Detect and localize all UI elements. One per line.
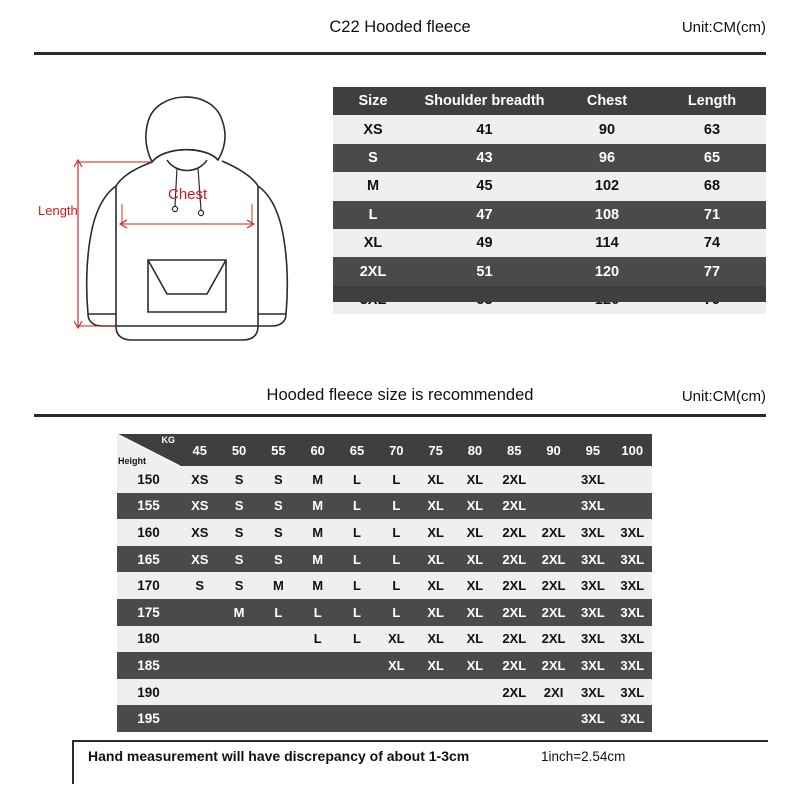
- rec-cell: XL: [416, 546, 455, 573]
- table-row: [117, 493, 652, 520]
- cell-length: 71: [658, 201, 766, 229]
- weight-header: 95: [573, 434, 612, 466]
- rec-cell: XL: [416, 493, 455, 520]
- height-label: 185: [117, 652, 180, 679]
- rec-cell: 2XI: [534, 679, 573, 706]
- cell-shoulder: 43: [413, 144, 556, 172]
- rec-cell: L: [337, 493, 376, 520]
- weight-header: 80: [455, 434, 494, 466]
- rec-cell: M: [219, 599, 258, 626]
- rec-cell: 3XL: [573, 705, 612, 732]
- rec-cell: [180, 599, 219, 626]
- cell-length: 68: [658, 172, 766, 200]
- rec-cell: M: [298, 546, 337, 573]
- cell-chest: 120: [556, 257, 658, 285]
- rec-cell: M: [298, 572, 337, 599]
- weight-header: 85: [495, 434, 534, 466]
- inch-conversion-note: 1inch=2.54cm: [541, 749, 626, 764]
- length-measure-label: Length: [38, 203, 78, 218]
- rec-cell: 3XL: [613, 572, 652, 599]
- rec-cell: [377, 705, 416, 732]
- rec-cell: 3XL: [613, 626, 652, 653]
- rec-cell: [455, 679, 494, 706]
- rec-cell: S: [219, 546, 258, 573]
- cell-length: 74: [658, 229, 766, 257]
- rec-cell: XL: [416, 626, 455, 653]
- rec-cell: 2XL: [534, 572, 573, 599]
- cell-size: L: [333, 201, 413, 229]
- rec-cell: [298, 705, 337, 732]
- cell-size: 2XL: [333, 257, 413, 285]
- rec-cell: [259, 652, 298, 679]
- rec-cell: 3XL: [573, 546, 612, 573]
- rec-cell: 3XL: [573, 652, 612, 679]
- rec-cell: L: [377, 572, 416, 599]
- rec-cell: 2XL: [495, 572, 534, 599]
- rec-cell: 2XL: [534, 546, 573, 573]
- rec-cell: S: [219, 493, 258, 520]
- rec-cell: L: [377, 466, 416, 493]
- rec-cell: S: [259, 546, 298, 573]
- cell-size: XL: [333, 229, 413, 257]
- page-title: C22 Hooded fleece: [329, 18, 471, 36]
- rec-cell: XL: [416, 466, 455, 493]
- rec-cell: M: [298, 493, 337, 520]
- rec-cell: XL: [377, 626, 416, 653]
- size-table-header-row: [333, 87, 766, 115]
- rec-cell: L: [259, 599, 298, 626]
- rec-cell: XL: [416, 652, 455, 679]
- rec-cell: 2XL: [495, 599, 534, 626]
- rec-cell: XS: [180, 519, 219, 546]
- weight-header: 65: [337, 434, 376, 466]
- rec-cell: 3XL: [573, 599, 612, 626]
- table-row: [117, 679, 652, 706]
- cell-shoulder: 51: [413, 257, 556, 285]
- cell-shoulder: 49: [413, 229, 556, 257]
- rec-cell: [495, 705, 534, 732]
- table-row: [333, 229, 766, 257]
- height-label: 165: [117, 546, 180, 573]
- rec-cell: 3XL: [613, 546, 652, 573]
- column-header-length: Length: [658, 87, 766, 115]
- column-header-shoulder: Shoulder breadth: [413, 87, 556, 115]
- rec-cell: S: [180, 572, 219, 599]
- rec-cell: L: [377, 493, 416, 520]
- table-row: [117, 599, 652, 626]
- table-row: [117, 546, 652, 573]
- hoodie-illustration: [36, 64, 326, 344]
- rec-cell: 2XL: [534, 599, 573, 626]
- unit-label-top: Unit:CM(cm): [681, 19, 766, 36]
- height-label: 155: [117, 493, 180, 520]
- rec-cell: XL: [455, 519, 494, 546]
- cell-shoulder: 47: [413, 201, 556, 229]
- rec-cell: L: [337, 519, 376, 546]
- hoodie-diagram: [36, 64, 326, 344]
- rec-cell: 3XL: [573, 466, 612, 493]
- rec-cell: L: [337, 599, 376, 626]
- rec-cell: [259, 626, 298, 653]
- rec-cell: [416, 679, 455, 706]
- rec-cell: XL: [455, 572, 494, 599]
- rec-cell: [416, 705, 455, 732]
- weight-header: 90: [534, 434, 573, 466]
- height-label: 190: [117, 679, 180, 706]
- rec-cell: [534, 466, 573, 493]
- table-row: [117, 652, 652, 679]
- measurement-disclaimer: Hand measurement will have discrepancy of about 1-3cm: [88, 748, 470, 764]
- weight-header: 100: [613, 434, 652, 466]
- size-recommendation-grid: [117, 434, 652, 732]
- rec-cell: [337, 679, 376, 706]
- cell-size: XS: [333, 115, 413, 143]
- column-header-chest: Chest: [556, 87, 658, 115]
- rec-cell: 2XL: [534, 626, 573, 653]
- cell-length: 65: [658, 144, 766, 172]
- table-row: [117, 466, 652, 493]
- cell-chest: 108: [556, 201, 658, 229]
- cell-length: 77: [658, 257, 766, 285]
- axis-label-height: Height: [118, 456, 146, 466]
- rec-cell: 2XL: [495, 679, 534, 706]
- rec-cell: 3XL: [613, 652, 652, 679]
- rec-cell: [337, 705, 376, 732]
- rec-cell: M: [259, 572, 298, 599]
- rec-cell: XL: [455, 652, 494, 679]
- rec-cell: 2XL: [534, 519, 573, 546]
- table-row: [333, 257, 766, 285]
- rec-cell: S: [219, 519, 258, 546]
- cell-chest: 90: [556, 115, 658, 143]
- rec-cell: XL: [416, 599, 455, 626]
- rec-cell: XS: [180, 493, 219, 520]
- weight-header: 55: [259, 434, 298, 466]
- rec-cell: [219, 705, 258, 732]
- weight-header: 50: [219, 434, 258, 466]
- rec-cell: 3XL: [573, 493, 612, 520]
- table-row: [117, 626, 652, 653]
- weight-header: 75: [416, 434, 455, 466]
- rec-cell: L: [377, 546, 416, 573]
- rec-cell: [377, 679, 416, 706]
- rec-cell: S: [219, 572, 258, 599]
- rec-cell: 3XL: [613, 679, 652, 706]
- divider-mid: [34, 414, 766, 417]
- rec-cell: 3XL: [573, 626, 612, 653]
- rec-cell: S: [219, 466, 258, 493]
- rec-cell: [455, 705, 494, 732]
- rec-cell: XL: [416, 519, 455, 546]
- rec-cell: M: [298, 519, 337, 546]
- rec-cell: 3XL: [613, 519, 652, 546]
- recommendation-table: [117, 434, 652, 732]
- chest-measure-label: Chest: [168, 186, 208, 203]
- rec-cell: [219, 626, 258, 653]
- top-header: [0, 18, 800, 46]
- rec-cell: XL: [455, 546, 494, 573]
- weight-header: 45: [180, 434, 219, 466]
- rec-cell: [298, 652, 337, 679]
- table-row: [117, 705, 652, 732]
- cell-chest: 102: [556, 172, 658, 200]
- cell-shoulder: 45: [413, 172, 556, 200]
- rec-cell: [180, 652, 219, 679]
- rec-cell: 3XL: [613, 599, 652, 626]
- rec-cell: S: [259, 493, 298, 520]
- column-header-size: Size: [333, 87, 413, 115]
- rec-cell: S: [259, 519, 298, 546]
- table-row: [333, 172, 766, 200]
- rec-cell: [219, 679, 258, 706]
- rec-cell: 2XL: [495, 466, 534, 493]
- recommend-title: Hooded fleece size is recommended: [266, 386, 534, 404]
- rec-cell: XL: [455, 626, 494, 653]
- size-table-footer-bar: [333, 286, 766, 302]
- rec-cell: 2XL: [495, 519, 534, 546]
- cell-size: S: [333, 144, 413, 172]
- size-chart-table: [333, 87, 766, 314]
- rec-cell: 3XL: [573, 519, 612, 546]
- rec-cell: XL: [455, 599, 494, 626]
- rec-cell: XL: [455, 493, 494, 520]
- rec-cell: 2XL: [495, 546, 534, 573]
- rec-cell: [613, 493, 652, 520]
- rec-cell: [259, 679, 298, 706]
- rec-cell: XL: [377, 652, 416, 679]
- rec-cell: M: [298, 466, 337, 493]
- rec-cell: S: [259, 466, 298, 493]
- rec-cell: L: [337, 626, 376, 653]
- divider-top: [34, 52, 766, 55]
- height-label: 175: [117, 599, 180, 626]
- rec-cell: [219, 652, 258, 679]
- rec-cell: [534, 493, 573, 520]
- height-label: 195: [117, 705, 180, 732]
- weight-header: 60: [298, 434, 337, 466]
- axis-label-kg: KG: [159, 434, 179, 446]
- rec-cell: XL: [455, 466, 494, 493]
- height-label: 160: [117, 519, 180, 546]
- rec-cell: [534, 705, 573, 732]
- rec-cell: 3XL: [613, 705, 652, 732]
- rec-cell: [259, 705, 298, 732]
- cell-length: 63: [658, 115, 766, 143]
- rec-cell: [337, 652, 376, 679]
- rec-cell: L: [298, 626, 337, 653]
- rec-cell: 2XL: [534, 652, 573, 679]
- rec-cell: 3XL: [573, 572, 612, 599]
- rec-cell: L: [377, 599, 416, 626]
- rec-cell: L: [337, 572, 376, 599]
- rec-cell: 2XL: [495, 652, 534, 679]
- height-label: 180: [117, 626, 180, 653]
- rec-cell: 2XL: [495, 626, 534, 653]
- table-row: [333, 201, 766, 229]
- height-label: 150: [117, 466, 180, 493]
- table-row: [117, 519, 652, 546]
- table-row: [333, 144, 766, 172]
- cell-chest: 96: [556, 144, 658, 172]
- rec-cell: XL: [416, 572, 455, 599]
- weight-header: 70: [377, 434, 416, 466]
- cell-chest: 114: [556, 229, 658, 257]
- cell-size: M: [333, 172, 413, 200]
- rec-cell: L: [337, 546, 376, 573]
- recommendation-header-row: [117, 434, 652, 466]
- rec-cell: [613, 466, 652, 493]
- rec-cell: [180, 679, 219, 706]
- rec-cell: XS: [180, 466, 219, 493]
- rec-cell: L: [377, 519, 416, 546]
- rec-cell: [298, 679, 337, 706]
- rec-cell: L: [298, 599, 337, 626]
- table-row: [333, 115, 766, 143]
- cell-shoulder: 41: [413, 115, 556, 143]
- rec-cell: 3XL: [573, 679, 612, 706]
- rec-cell: [180, 626, 219, 653]
- rec-cell: [180, 705, 219, 732]
- axis-corner-cell: [117, 434, 180, 466]
- rec-cell: L: [337, 466, 376, 493]
- unit-label-mid: Unit:CM(cm): [681, 388, 766, 405]
- height-label: 170: [117, 572, 180, 599]
- table-row: [117, 572, 652, 599]
- rec-cell: XS: [180, 546, 219, 573]
- rec-cell: 2XL: [495, 493, 534, 520]
